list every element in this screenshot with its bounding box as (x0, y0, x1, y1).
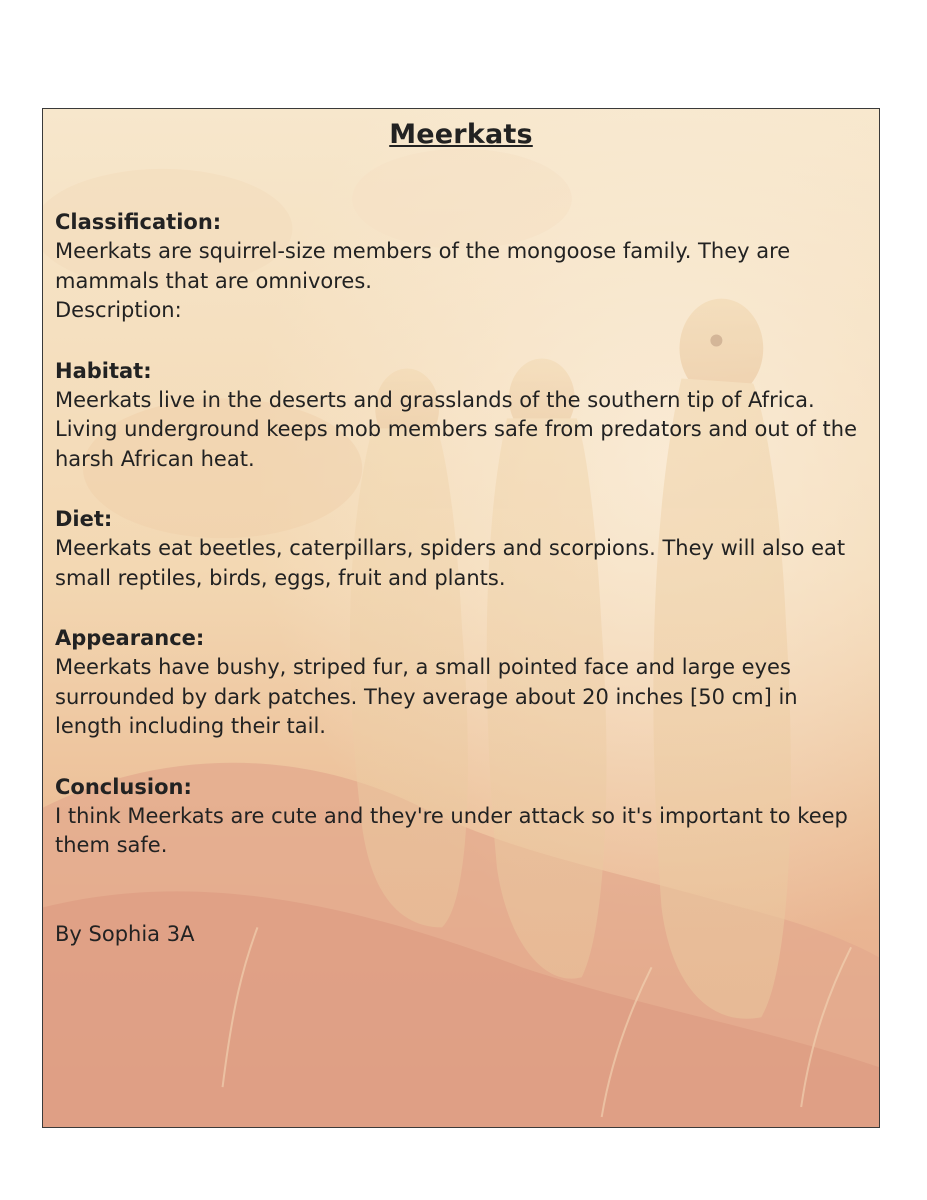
page-title: Meerkats (389, 119, 533, 150)
section-appearance (55, 623, 867, 742)
section-heading: Classification: (55, 210, 222, 234)
section-body: Meerkats have bushy, striped fur, a small pointed face and large eyes surrounded by dark patches. They average about 20 inches [50 cm] in length including their tail. (55, 655, 798, 738)
section-habitat (55, 356, 867, 475)
section-body: Meerkats live in the deserts and grasslands of the southern tip of Africa. Living underground keeps mob members safe from predators and out of the harsh African heat. (55, 387, 857, 471)
section-heading: Conclusion: (55, 774, 192, 799)
description-label: Description: (55, 298, 182, 322)
section-heading: Appearance: (55, 626, 205, 650)
section-body: Meerkats are squirrel-size members of the mongoose family. They are mammals that are omnivores. (55, 239, 791, 293)
section-classification (55, 207, 867, 326)
section-heading: Habitat: (55, 358, 152, 383)
section-diet (55, 504, 867, 593)
section-body: Meerkats eat beetles, caterpillars, spiders and scorpions. They will also eat small reptiles, birds, eggs, fruit and plants. (55, 536, 846, 590)
section-body: I think Meerkats are cute and they're under attack so it's important to keep them safe. (55, 803, 848, 857)
author-byline: By Sophia 3A (55, 921, 195, 946)
section-conclusion (55, 772, 867, 861)
section-heading: Diet: (55, 507, 113, 531)
poster-frame (42, 108, 880, 1128)
poster-content (55, 109, 867, 949)
